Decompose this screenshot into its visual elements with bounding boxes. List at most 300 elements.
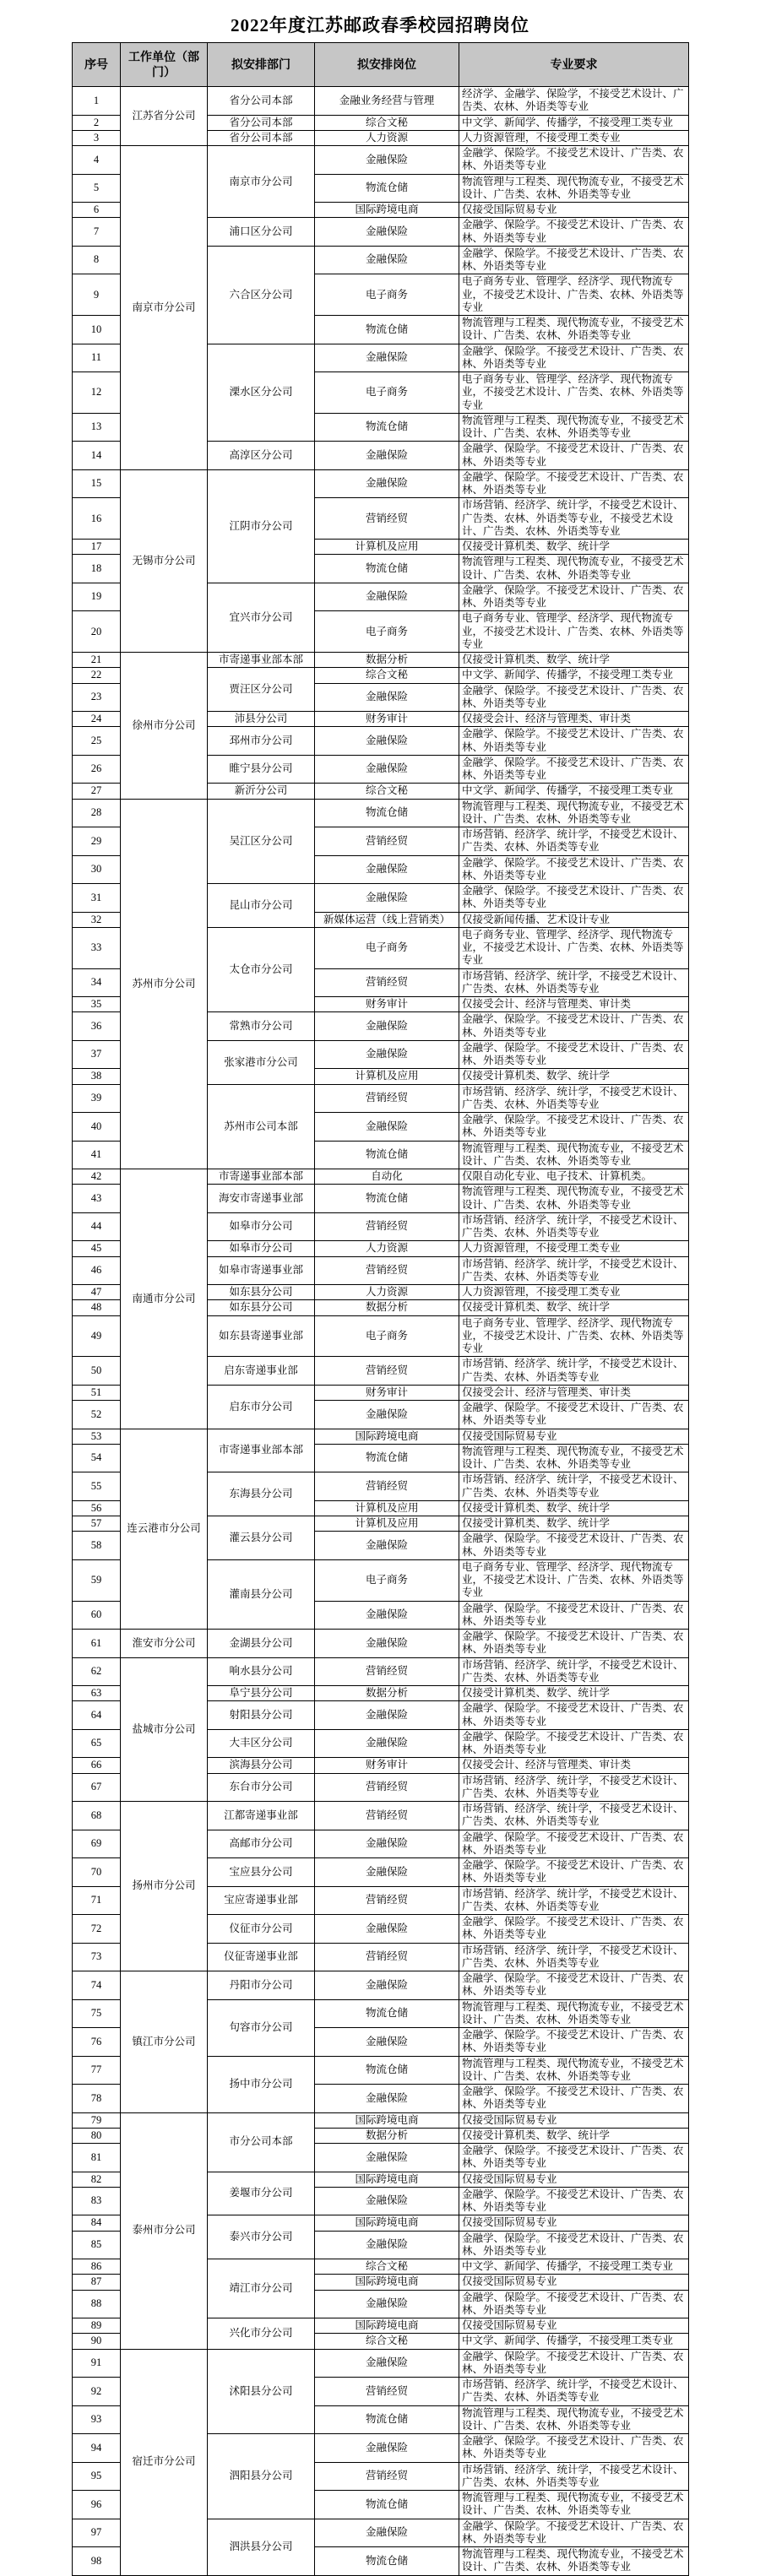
position-cell: 数据分析 <box>315 1686 459 1701</box>
row-number-cell: 84 <box>73 2215 121 2231</box>
requirement-cell: 金融学、保险学。不接受艺术设计、广告类、农林、外语类等专业 <box>459 1971 689 2000</box>
page-title: 2022年度江苏邮政春季校园招聘岗位 <box>231 15 529 35</box>
position-cell: 金融保险 <box>315 218 459 247</box>
table-row <box>73 1971 689 2000</box>
row-number-cell: 69 <box>73 1830 121 1858</box>
requirement-cell: 物流管理与工程类、现代物流专业，不接受艺术设计、广告类、农林、外语类等专业 <box>459 1999 689 2028</box>
row-number-cell: 4 <box>73 146 121 175</box>
requirement-cell: 市场营销、经济学、统计学，不接受艺术设计、广告类、农林、外语类等专业 <box>459 1773 689 1802</box>
requirement-cell: 市场营销、经济学、统计学，不接受艺术设计、广告类、农林、外语类等专业 <box>459 1802 689 1830</box>
row-number-cell: 58 <box>73 1532 121 1560</box>
work-unit-cell: 镇江市分公司 <box>121 1971 208 2113</box>
department-cell: 如东县分公司 <box>208 1285 315 1300</box>
department-cell: 靖江市分公司 <box>208 2259 315 2318</box>
position-cell: 金融保险 <box>315 755 459 784</box>
position-cell: 金融保险 <box>315 469 459 498</box>
department-cell: 高邮市分公司 <box>208 1830 315 1858</box>
requirement-cell: 金融学、保险学。不接受艺术设计、广告类、农林、外语类等专业 <box>459 884 689 913</box>
row-number-cell: 78 <box>73 2085 121 2113</box>
row-number-cell: 6 <box>73 203 121 218</box>
row-number-cell: 2 <box>73 115 121 130</box>
department-cell: 省分公司本部 <box>208 87 315 116</box>
position-cell: 金融保险 <box>315 1012 459 1041</box>
work-unit-cell: 南通市分公司 <box>121 1169 208 1429</box>
position-cell: 营销经贸 <box>315 2378 459 2406</box>
work-unit-cell: 徐州市分公司 <box>121 653 208 800</box>
position-cell: 国际跨境电商 <box>315 2275 459 2290</box>
position-cell: 金融保险 <box>315 344 459 372</box>
requirement-cell: 中文学、新闻学、传播学，不接受理工类专业 <box>459 2259 689 2275</box>
position-cell: 综合文秘 <box>315 668 459 683</box>
row-number-cell: 18 <box>73 555 121 583</box>
row-number-cell: 81 <box>73 2144 121 2172</box>
position-cell: 物流仓储 <box>315 1185 459 1213</box>
requirement-cell: 人力资源管理，不接受理工类专业 <box>459 130 689 145</box>
table-header-cell-3: 拟安排岗位 <box>315 43 459 87</box>
position-cell: 物流仓储 <box>315 174 459 203</box>
table-body <box>73 87 689 2576</box>
requirement-cell: 仅接受计算机类、数学、统计学 <box>459 2128 689 2143</box>
row-number-cell: 42 <box>73 1169 121 1185</box>
department-cell: 省分公司本部 <box>208 115 315 130</box>
table-row <box>73 1169 689 1185</box>
requirement-cell: 电子商务专业、管理学、经济学、现代物流专业，不接受艺术设计、广告类、农林、外语类等专业 <box>459 274 689 316</box>
requirement-cell: 仅接受会计、经济与管理类、审计类 <box>459 712 689 727</box>
department-cell: 南京市分公司 <box>208 146 315 218</box>
position-cell: 金融保险 <box>315 884 459 913</box>
position-cell: 物流仓储 <box>315 316 459 344</box>
position-cell: 营销经贸 <box>315 1943 459 1971</box>
position-cell: 营销经贸 <box>315 1657 459 1686</box>
requirement-cell: 市场营销、经济学、统计学，不接受艺术设计、广告类、农林、外语类等专业 <box>459 1943 689 1971</box>
position-cell: 物流仓储 <box>315 799 459 827</box>
position-cell: 国际跨境电商 <box>315 1429 459 1444</box>
position-cell: 金融保险 <box>315 1971 459 2000</box>
row-number-cell: 1 <box>73 87 121 116</box>
department-cell: 张家港市分公司 <box>208 1040 315 1084</box>
table-row <box>73 799 689 827</box>
row-number-cell: 60 <box>73 1601 121 1630</box>
row-number-cell: 54 <box>73 1444 121 1472</box>
position-cell: 电子商务 <box>315 274 459 316</box>
table-row <box>73 2112 689 2128</box>
requirement-cell: 市场营销、经济学、统计学，不接受艺术设计、广告类、农林、外语类等专业 <box>459 1657 689 1686</box>
department-cell: 仪征市分公司 <box>208 1915 315 1944</box>
department-cell: 东海县分公司 <box>208 1472 315 1516</box>
table-header-cell-2: 拟安排部门 <box>208 43 315 87</box>
department-cell: 昆山市分公司 <box>208 884 315 928</box>
row-number-cell: 43 <box>73 1185 121 1213</box>
position-cell: 财务审计 <box>315 1758 459 1773</box>
position-cell: 综合文秘 <box>315 2259 459 2275</box>
row-number-cell: 74 <box>73 1971 121 2000</box>
position-cell: 国际跨境电商 <box>315 203 459 218</box>
work-unit-cell: 无锡市分公司 <box>121 469 208 652</box>
position-cell: 国际跨境电商 <box>315 2172 459 2187</box>
department-cell: 兴化市分公司 <box>208 2318 315 2350</box>
requirement-cell: 仅接受会计、经济与管理类、审计类 <box>459 997 689 1012</box>
row-number-cell: 93 <box>73 2405 121 2434</box>
position-cell: 营销经贸 <box>315 1472 459 1501</box>
row-number-cell: 95 <box>73 2462 121 2491</box>
department-cell: 市寄递事业部本部 <box>208 1169 315 1185</box>
recruitment-table <box>72 42 689 2576</box>
requirement-cell: 人力资源管理，不接受理工类专业 <box>459 1285 689 1300</box>
row-number-cell: 62 <box>73 1657 121 1686</box>
requirement-cell: 仅接受国际贸易专业 <box>459 2275 689 2290</box>
table-row <box>73 653 689 668</box>
position-cell: 数据分析 <box>315 2128 459 2143</box>
row-number-cell: 31 <box>73 884 121 913</box>
position-cell: 综合文秘 <box>315 2334 459 2349</box>
department-cell: 如皋市分公司 <box>208 1212 315 1241</box>
row-number-cell: 39 <box>73 1084 121 1113</box>
position-cell: 数据分析 <box>315 1300 459 1315</box>
row-number-cell: 92 <box>73 2378 121 2406</box>
requirement-cell: 仅接受新闻传播、艺术设计专业 <box>459 912 689 927</box>
position-cell: 金融保险 <box>315 2434 459 2463</box>
requirement-cell: 金融学、保险学。不接受艺术设计、广告类、农林、外语类等专业 <box>459 1113 689 1142</box>
work-unit-cell: 江苏省分公司 <box>121 87 208 146</box>
row-number-cell: 61 <box>73 1630 121 1658</box>
row-number-cell: 38 <box>73 1069 121 1084</box>
requirement-cell: 市场营销、经济学、统计学，不接受艺术设计、广告类、农林、外语类等专业 <box>459 1256 689 1285</box>
row-number-cell: 23 <box>73 683 121 712</box>
row-number-cell: 57 <box>73 1516 121 1532</box>
row-number-cell: 35 <box>73 997 121 1012</box>
requirement-cell: 市场营销、经济学、统计学，不接受艺术设计、广告类、农林、外语类等专业 <box>459 827 689 856</box>
row-number-cell: 37 <box>73 1040 121 1069</box>
work-unit-cell: 盐城市分公司 <box>121 1657 208 1802</box>
row-number-cell: 21 <box>73 653 121 668</box>
requirement-cell: 仅接受计算机类、数学、统计学 <box>459 1516 689 1532</box>
table-header <box>73 43 689 87</box>
requirement-cell: 仅接受国际贸易专业 <box>459 203 689 218</box>
requirement-cell: 市场营销、经济学、统计学，不接受艺术设计、广告类、农林、外语类等专业 <box>459 2378 689 2406</box>
requirement-cell: 物流管理与工程类、现代物流专业，不接受艺术设计、广告类、农林、外语类等专业 <box>459 2056 689 2085</box>
requirement-cell: 物流管理与工程类、现代物流专业，不接受艺术设计、广告类、农林、外语类等专业 <box>459 1141 689 1169</box>
requirement-cell: 金融学、保险学。不接受艺术设计、广告类、农林、外语类等专业 <box>459 2290 689 2318</box>
row-number-cell: 96 <box>73 2491 121 2519</box>
requirement-cell: 金融学、保险学。不接受艺术设计、广告类、农林、外语类等专业 <box>459 344 689 372</box>
requirement-cell: 市场营销、经济学、统计学，不接受艺术设计、广告类、农林、外语类等专业 <box>459 1357 689 1386</box>
department-cell: 仪征寄递事业部 <box>208 1943 315 1971</box>
row-number-cell: 75 <box>73 1999 121 2028</box>
department-cell: 灌云县分公司 <box>208 1516 315 1560</box>
position-cell: 金融保险 <box>315 1729 459 1758</box>
department-cell: 泗洪县分公司 <box>208 2519 315 2575</box>
position-cell: 营销经贸 <box>315 968 459 997</box>
requirement-cell: 中文学、新闻学、传播学，不接受理工类专业 <box>459 784 689 799</box>
department-cell: 启东市分公司 <box>208 1385 315 1429</box>
department-cell: 市分公司本部 <box>208 2112 315 2172</box>
requirement-cell: 市场营销、经济学、统计学，不接受艺术设计、广告类、农林、外语类等专业 <box>459 1472 689 1501</box>
row-number-cell: 59 <box>73 1559 121 1601</box>
position-cell: 金融保险 <box>315 2028 459 2057</box>
row-number-cell: 41 <box>73 1141 121 1169</box>
position-cell: 金融保险 <box>315 2085 459 2113</box>
position-cell: 物流仓储 <box>315 1141 459 1169</box>
position-cell: 金融保险 <box>315 442 459 470</box>
requirement-cell: 仅接受计算机类、数学、统计学 <box>459 1686 689 1701</box>
requirement-cell: 市场营销、经济学、统计学，不接受艺术设计、广告类、农林、外语类等专业 <box>459 2462 689 2491</box>
row-number-cell: 86 <box>73 2259 121 2275</box>
requirement-cell: 电子商务专业、管理学、经济学、现代物流专业，不接受艺术设计、广告类、农林、外语类等专业 <box>459 611 689 653</box>
position-cell: 金融保险 <box>315 1601 459 1630</box>
position-cell: 营销经贸 <box>315 1773 459 1802</box>
row-number-cell: 68 <box>73 1802 121 1830</box>
row-number-cell: 12 <box>73 372 121 414</box>
row-number-cell: 76 <box>73 2028 121 2057</box>
row-number-cell: 89 <box>73 2318 121 2334</box>
position-cell: 物流仓储 <box>315 2056 459 2085</box>
department-cell: 滨海县分公司 <box>208 1758 315 1773</box>
row-number-cell: 71 <box>73 1886 121 1915</box>
position-cell: 营销经贸 <box>315 2462 459 2491</box>
position-cell: 国际跨境电商 <box>315 2112 459 2128</box>
requirement-cell: 金融学、保险学。不接受艺术设计、广告类、农林、外语类等专业 <box>459 2349 689 2378</box>
requirement-cell: 金融学、保险学。不接受艺术设计、广告类、农林、外语类等专业 <box>459 1858 689 1887</box>
requirement-cell: 中文学、新闻学、传播学，不接受理工类专业 <box>459 115 689 130</box>
department-cell: 六合区分公司 <box>208 246 315 344</box>
row-number-cell: 22 <box>73 668 121 683</box>
requirement-cell: 金融学、保险学。不接受艺术设计、广告类、农林、外语类等专业 <box>459 1701 689 1730</box>
requirement-cell: 仅接受国际贸易专业 <box>459 1429 689 1444</box>
position-cell: 计算机及应用 <box>315 1069 459 1084</box>
row-number-cell: 67 <box>73 1773 121 1802</box>
requirement-cell: 金融学、保险学。不接受艺术设计、广告类、农林、外语类等专业 <box>459 469 689 498</box>
row-number-cell: 16 <box>73 498 121 540</box>
work-unit-cell: 淮安市分公司 <box>121 1630 208 1658</box>
department-cell: 泰兴市分公司 <box>208 2215 315 2259</box>
row-number-cell: 46 <box>73 1256 121 1285</box>
department-cell: 宝应县分公司 <box>208 1858 315 1887</box>
position-cell: 营销经贸 <box>315 1357 459 1386</box>
work-unit-cell: 扬州市分公司 <box>121 1802 208 1971</box>
requirement-cell: 仅接受国际贸易专业 <box>459 2318 689 2334</box>
requirement-cell: 金融学、保险学。不接受艺术设计、广告类、农林、外语类等专业 <box>459 2434 689 2463</box>
row-number-cell: 70 <box>73 1858 121 1887</box>
requirement-cell: 市场营销、经济学、统计学，不接受艺术设计、广告类、农林、外语类等专业，不接受艺术设计、广告类、农林、外语类等专业 <box>459 498 689 540</box>
row-number-cell: 17 <box>73 540 121 555</box>
requirement-cell: 金融学、保险学。不接受艺术设计、广告类、农林、外语类等专业 <box>459 2028 689 2057</box>
position-cell: 金融保险 <box>315 1630 459 1658</box>
table-header-cell-4: 专业要求 <box>459 43 689 87</box>
department-cell: 丹阳市分公司 <box>208 1971 315 2000</box>
position-cell: 金融保险 <box>315 1830 459 1858</box>
table-row <box>73 1630 689 1658</box>
position-cell: 人力资源 <box>315 1285 459 1300</box>
position-cell: 营销经贸 <box>315 1886 459 1915</box>
position-cell: 财务审计 <box>315 997 459 1012</box>
position-cell: 新媒体运营（线上营销类） <box>315 912 459 927</box>
position-cell: 营销经贸 <box>315 1256 459 1285</box>
position-cell: 营销经贸 <box>315 1084 459 1113</box>
position-cell: 营销经贸 <box>315 1802 459 1830</box>
table-row <box>73 1802 689 1830</box>
requirement-cell: 物流管理与工程类、现代物流专业，不接受艺术设计、广告类、农林、外语类等专业 <box>459 1444 689 1472</box>
department-cell: 如皋市分公司 <box>208 1241 315 1256</box>
row-number-cell: 64 <box>73 1701 121 1730</box>
row-number-cell: 88 <box>73 2290 121 2318</box>
position-cell: 营销经贸 <box>315 1212 459 1241</box>
requirement-cell: 金融学、保险学。不接受艺术设计、广告类、农林、外语类等专业 <box>459 2187 689 2215</box>
requirement-cell: 市场营销、经济学、统计学，不接受艺术设计、广告类、农林、外语类等专业 <box>459 1886 689 1915</box>
position-cell: 财务审计 <box>315 712 459 727</box>
requirement-cell: 物流管理与工程类、现代物流专业，不接受艺术设计、广告类、农林、外语类等专业 <box>459 174 689 203</box>
position-cell: 金融保险 <box>315 1701 459 1730</box>
row-number-cell: 94 <box>73 2434 121 2463</box>
requirement-cell: 金融学、保险学。不接受艺术设计、广告类、农林、外语类等专业 <box>459 1532 689 1560</box>
requirement-cell: 市场营销、经济学、统计学，不接受艺术设计、广告类、农林、外语类等专业 <box>459 1084 689 1113</box>
requirement-cell: 仅接受计算机类、数学、统计学 <box>459 1300 689 1315</box>
department-cell: 阜宁县分公司 <box>208 1686 315 1701</box>
requirement-cell: 仅接受计算机类、数学、统计学 <box>459 1500 689 1516</box>
row-number-cell: 65 <box>73 1729 121 1758</box>
requirement-cell: 仅接受国际贸易专业 <box>459 2172 689 2187</box>
position-cell: 物流仓储 <box>315 2547 459 2576</box>
row-number-cell: 28 <box>73 799 121 827</box>
row-number-cell: 26 <box>73 755 121 784</box>
position-cell: 金融保险 <box>315 2290 459 2318</box>
row-number-cell: 11 <box>73 344 121 372</box>
department-cell: 启东寄递事业部 <box>208 1357 315 1386</box>
table-row <box>73 1429 689 1444</box>
row-number-cell: 56 <box>73 1500 121 1516</box>
row-number-cell: 98 <box>73 2547 121 2576</box>
work-unit-cell: 苏州市分公司 <box>121 799 208 1169</box>
department-cell: 宝应寄递事业部 <box>208 1886 315 1915</box>
position-cell: 人力资源 <box>315 130 459 145</box>
work-unit-cell: 连云港市分公司 <box>121 1429 208 1630</box>
department-cell: 句容市分公司 <box>208 1999 315 2056</box>
position-cell: 金融保险 <box>315 727 459 756</box>
table-header-cell-0: 序号 <box>73 43 121 87</box>
row-number-cell: 77 <box>73 2056 121 2085</box>
position-cell: 金融保险 <box>315 683 459 712</box>
requirement-cell: 市场营销、经济学、统计学，不接受艺术设计、广告类、农林、外语类等专业 <box>459 968 689 997</box>
requirement-cell: 金融学、保险学。不接受艺术设计、广告类、农林、外语类等专业 <box>459 1830 689 1858</box>
department-cell: 如东县分公司 <box>208 1300 315 1315</box>
table-row <box>73 146 689 175</box>
work-unit-cell: 泰州市分公司 <box>121 2112 208 2349</box>
department-cell: 常熟市分公司 <box>208 1012 315 1041</box>
requirement-cell: 仅接受会计、经济与管理类、审计类 <box>459 1385 689 1400</box>
position-cell: 金融保险 <box>315 1532 459 1560</box>
row-number-cell: 48 <box>73 1300 121 1315</box>
row-number-cell: 13 <box>73 413 121 442</box>
department-cell: 宜兴市分公司 <box>208 583 315 652</box>
requirement-cell: 物流管理与工程类、现代物流专业，不接受艺术设计、广告类、农林、外语类等专业 <box>459 316 689 344</box>
requirement-cell: 仅接受会计、经济与管理类、审计类 <box>459 1758 689 1773</box>
position-cell: 营销经贸 <box>315 498 459 540</box>
department-cell: 如东县寄递事业部 <box>208 1315 315 1357</box>
row-number-cell: 72 <box>73 1915 121 1944</box>
department-cell: 沛县分公司 <box>208 712 315 727</box>
position-cell: 物流仓储 <box>315 1999 459 2028</box>
department-cell: 响水县分公司 <box>208 1657 315 1686</box>
position-cell: 国际跨境电商 <box>315 2215 459 2231</box>
requirement-cell: 市场营销、经济学、统计学，不接受艺术设计、广告类、农林、外语类等专业 <box>459 1212 689 1241</box>
requirement-cell: 金融学、保险学。不接受艺术设计、广告类、农林、外语类等专业 <box>459 2085 689 2113</box>
requirement-cell: 仅接受计算机类、数学、统计学 <box>459 1069 689 1084</box>
department-cell: 吴江区分公司 <box>208 799 315 884</box>
row-number-cell: 53 <box>73 1429 121 1444</box>
requirement-cell: 金融学、保险学。不接受艺术设计、广告类、农林、外语类等专业 <box>459 2144 689 2172</box>
position-cell: 金融保险 <box>315 855 459 884</box>
requirement-cell: 电子商务专业、管理学、经济学、现代物流专业，不接受艺术设计、广告类、农林、外语类等专业 <box>459 1559 689 1601</box>
requirement-cell: 物流管理与工程类、现代物流专业，不接受艺术设计、广告类、农林、外语类等专业 <box>459 799 689 827</box>
requirement-cell: 金融学、保险学。不接受艺术设计、广告类、农林、外语类等专业 <box>459 2231 689 2259</box>
position-cell: 金融保险 <box>315 583 459 611</box>
row-number-cell: 33 <box>73 927 121 968</box>
requirement-cell: 金融学、保险学。不接受艺术设计、广告类、农林、外语类等专业 <box>459 1012 689 1041</box>
position-cell: 金融保险 <box>315 2231 459 2259</box>
requirement-cell: 仅接受国际贸易专业 <box>459 2112 689 2128</box>
position-cell: 金融保险 <box>315 2187 459 2215</box>
position-cell: 金融保险 <box>315 1858 459 1887</box>
requirement-cell: 金融学、保险学。不接受艺术设计、广告类、农林、外语类等专业 <box>459 146 689 175</box>
table-row <box>73 2349 689 2378</box>
row-number-cell: 15 <box>73 469 121 498</box>
row-number-cell: 90 <box>73 2334 121 2349</box>
department-cell: 苏州市公司本部 <box>208 1084 315 1169</box>
row-number-cell: 27 <box>73 784 121 799</box>
department-cell: 灌南县分公司 <box>208 1559 315 1629</box>
requirement-cell: 经济学、金融学、保险学，不接受艺术设计、广告类、农林、外语类等专业 <box>459 87 689 116</box>
requirement-cell: 金融学、保险学。不接受艺术设计、广告类、农林、外语类等专业 <box>459 683 689 712</box>
department-cell: 高淳区分公司 <box>208 442 315 470</box>
row-number-cell: 3 <box>73 130 121 145</box>
position-cell: 国际跨境电商 <box>315 2318 459 2334</box>
row-number-cell: 80 <box>73 2128 121 2143</box>
requirement-cell: 物流管理与工程类、现代物流专业，不接受艺术设计、广告类、农林、外语类等专业 <box>459 2491 689 2519</box>
position-cell: 综合文秘 <box>315 115 459 130</box>
row-number-cell: 97 <box>73 2519 121 2547</box>
row-number-cell: 19 <box>73 583 121 611</box>
position-cell: 物流仓储 <box>315 2405 459 2434</box>
row-number-cell: 50 <box>73 1357 121 1386</box>
requirement-cell: 电子商务专业、管理学、经济学、现代物流专业，不接受艺术设计、广告类、农林、外语类等专业 <box>459 1315 689 1357</box>
requirement-cell: 金融学、保险学。不接受艺术设计、广告类、农林、外语类等专业 <box>459 1601 689 1630</box>
position-cell: 金融保险 <box>315 246 459 274</box>
department-cell: 沭阳县分公司 <box>208 2349 315 2434</box>
position-cell: 电子商务 <box>315 611 459 653</box>
department-cell: 江都寄递事业部 <box>208 1802 315 1830</box>
row-number-cell: 44 <box>73 1212 121 1241</box>
table-row <box>73 87 689 116</box>
row-number-cell: 34 <box>73 968 121 997</box>
row-number-cell: 85 <box>73 2231 121 2259</box>
department-cell: 金湖县分公司 <box>208 1630 315 1658</box>
row-number-cell: 66 <box>73 1758 121 1773</box>
row-number-cell: 25 <box>73 727 121 756</box>
row-number-cell: 82 <box>73 2172 121 2187</box>
requirement-cell: 中文学、新闻学、传播学，不接受理工类专业 <box>459 2334 689 2349</box>
row-number-cell: 45 <box>73 1241 121 1256</box>
requirement-cell: 仅接受国际贸易专业 <box>459 2215 689 2231</box>
department-cell: 射阳县分公司 <box>208 1701 315 1730</box>
table-row <box>73 469 689 498</box>
requirement-cell: 中文学、新闻学、传播学，不接受理工类专业 <box>459 668 689 683</box>
requirement-cell: 物流管理与工程类、现代物流专业，不接受艺术设计、广告类、农林、外语类等专业 <box>459 2547 689 2576</box>
department-cell: 市寄递事业部本部 <box>208 653 315 668</box>
requirement-cell: 物流管理与工程类、现代物流专业，不接受艺术设计、广告类、农林、外语类等专业 <box>459 555 689 583</box>
row-number-cell: 55 <box>73 1472 121 1501</box>
position-cell: 营销经贸 <box>315 827 459 856</box>
department-cell: 姜堰市分公司 <box>208 2172 315 2215</box>
row-number-cell: 73 <box>73 1943 121 1971</box>
